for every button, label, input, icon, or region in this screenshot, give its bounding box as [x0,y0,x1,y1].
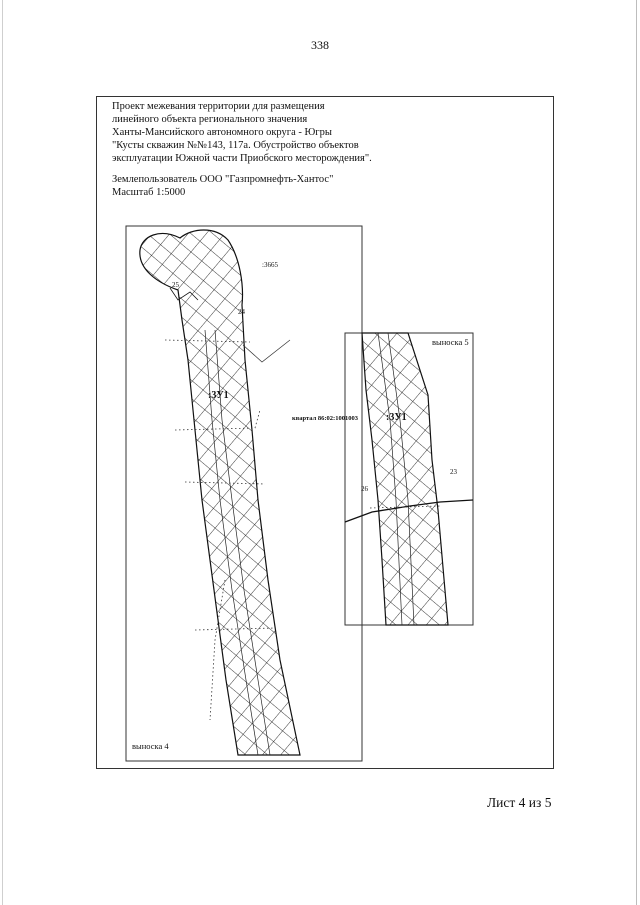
point-25: 25 [172,281,179,289]
title-line: "Кусты скважин №№143, 117а. Обустройство объектов [112,140,359,151]
parcel-label: :3665 [262,261,278,269]
title-line: эксплуатации Южной части Приобского месторождения". [112,153,372,164]
point-23: 23 [450,468,457,476]
point-26: 26 [361,485,368,493]
title-line: линейного объекта регионального значения [112,114,308,125]
inset-4-label: выноска 4 [132,741,169,751]
zone-label: :3У1 [208,390,229,401]
land-user: Землепользователь ООО "Газпромнефть-Хантос" [112,174,334,185]
inset-5-label: выноска 5 [432,337,469,347]
point-24: 24 [238,308,245,316]
title-line: Ханты-Мансийского автономного округа - Югры [112,127,332,138]
corridor-inset-4 [140,230,300,755]
access-road [243,340,290,362]
quarter-label: квартал 86:02:1001003 [292,415,358,422]
zone-label: :3У1 [386,412,407,423]
corridor-inset-5 [362,333,448,625]
sheet-label: Лист 4 из 5 [487,795,552,810]
scale-text: Масштаб 1:5000 [112,187,186,198]
page-number: 338 [311,38,329,52]
title-line: Проект межевания территории для размещения [112,101,325,112]
